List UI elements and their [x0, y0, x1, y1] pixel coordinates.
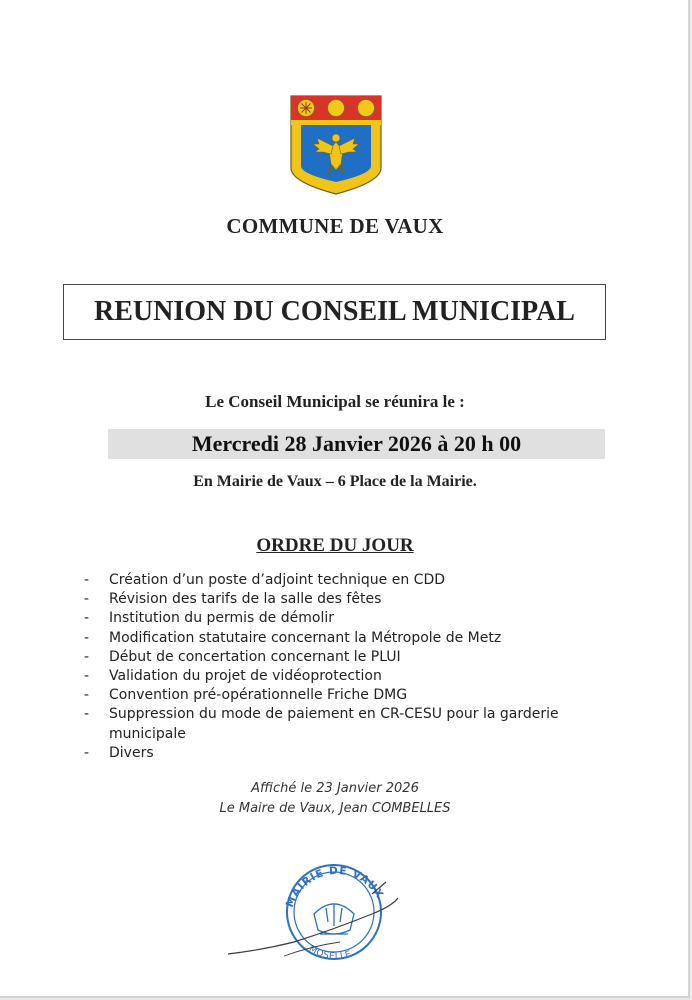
agenda-item-text: Création d’un poste d’adjoint technique en CDD — [109, 572, 446, 588]
agenda-item-text: Convention pré-opérationnelle Friche DMG — [109, 687, 408, 704]
agenda-title: ORDRE DU JOUR — [256, 535, 414, 556]
coat-of-arms-icon — [289, 94, 383, 196]
agenda-item-text: Institution du permis de démolir — [109, 610, 334, 627]
agenda-item-text: Modification statutaire concernant la Métropole de Metz — [109, 629, 502, 646]
svg-text:MOSELLE: MOSELLE — [306, 944, 353, 963]
agenda-item-text: municipale — [109, 725, 186, 742]
agenda-item: - Révision des tarifs de la salle des fêtes — [84, 591, 382, 608]
agenda-item: - Suppression du mode de paiement en CR-CESU pour la garderie — [84, 706, 559, 723]
agenda-item-text: Validation du projet de vidéoprotection — [109, 668, 382, 685]
agenda-item: - Institution du permis de démolir — [84, 610, 334, 627]
mayor-signature-line: Le Maire de Vaux, Jean COMBELLES — [219, 801, 451, 816]
agenda-item-continuation — [84, 725, 644, 744]
commune-name: COMMUNE DE VAUX — [226, 214, 444, 238]
agenda-item: - Divers — [84, 744, 154, 761]
agenda-item: - Convention pré-opérationnelle Friche DMG — [84, 687, 408, 704]
meeting-date-band — [108, 429, 605, 459]
page-title: REUNION DU CONSEIL MUNICIPAL — [94, 296, 575, 327]
agenda-item: - Validation du projet de vidéoprotection — [84, 668, 382, 685]
agenda-item-text: Suppression du mode de paiement en CR-CESU pour la garderie — [109, 706, 559, 723]
posting-notice — [0, 779, 670, 819]
mayor-stamp-and-signature — [222, 858, 402, 966]
agenda-item-text: Début de concertation concernant le PLUI — [109, 648, 401, 665]
meeting-date: Mercredi 28 Janvier 2026 à 20 h 00 — [191, 431, 522, 456]
posted-date: Affiché le 23 Janvier 2026 — [251, 781, 419, 796]
agenda-item: - Création d’un poste d’adjoint technique en CDD — [84, 572, 446, 588]
agenda-item: - Modification statutaire concernant la Métropole de Metz — [84, 629, 502, 646]
page-title-box — [63, 284, 606, 340]
svg-text:MAIRIE DE VAUX: MAIRIE DE VAUX — [283, 864, 386, 910]
meeting-intro: Le Conseil Municipal se réunira le : — [205, 392, 465, 411]
agenda-item-text: Révision des tarifs de la salle des fêtes — [109, 591, 382, 608]
agenda-item-text: Divers — [109, 744, 154, 761]
agenda-item: - Début de concertation concernant le PLUI — [84, 648, 401, 665]
agenda-list — [84, 571, 644, 763]
meeting-location: En Mairie de Vaux – 6 Place de la Mairie. — [193, 473, 477, 490]
